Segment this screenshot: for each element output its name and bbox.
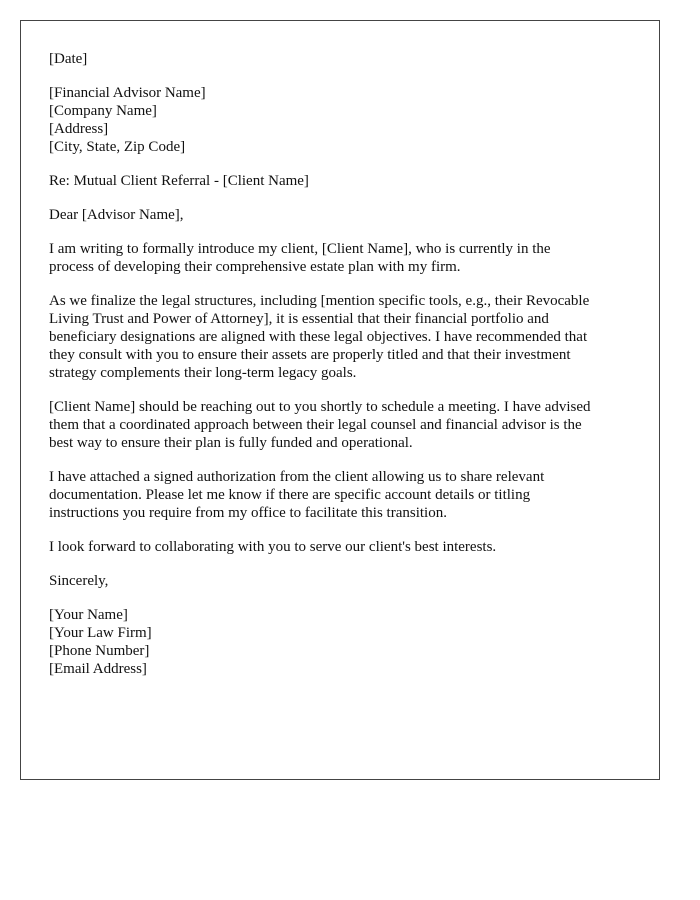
signature-block bbox=[49, 606, 629, 678]
salutation: Dear [Advisor Name], bbox=[49, 207, 184, 223]
paragraph-line: documentation. Please let me know if there are specific account details or titling bbox=[49, 487, 531, 503]
recipient-address-block bbox=[49, 84, 629, 156]
paragraph-line: beneficiary designations are aligned with these legal objectives. I have recommended that bbox=[49, 329, 588, 345]
paragraph-line: them that a coordinated approach between their legal counsel and financial advisor is the bbox=[49, 417, 582, 433]
sender-firm: [Your Law Firm] bbox=[49, 625, 152, 641]
paragraph-line: instructions you require from my office to facilitate this transition. bbox=[49, 505, 447, 521]
letter-date: [Date] bbox=[49, 51, 88, 67]
closing-block bbox=[49, 572, 629, 590]
sender-email: [Email Address] bbox=[49, 661, 147, 677]
subject-block bbox=[49, 172, 629, 190]
recipient-company: [Company Name] bbox=[49, 103, 157, 119]
paragraph-authorization bbox=[49, 468, 629, 522]
paragraph-line: [Client Name] should be reaching out to you shortly to schedule a meeting. I have advised bbox=[49, 399, 591, 415]
paragraph-meeting bbox=[49, 398, 629, 452]
recipient-city-state-zip: [City, State, Zip Code] bbox=[49, 139, 186, 155]
sender-name: [Your Name] bbox=[49, 607, 128, 623]
subject-line: Re: Mutual Client Referral - [Client Name] bbox=[49, 173, 309, 189]
paragraph-line: best way to ensure their plan is fully funded and operational. bbox=[49, 435, 413, 451]
letter-page bbox=[20, 20, 660, 780]
paragraph-line: they consult with you to ensure their assets are properly titled and that their investment bbox=[49, 347, 571, 363]
paragraph-line: I look forward to collaborating with you to serve our client's best interests. bbox=[49, 539, 497, 555]
sender-phone: [Phone Number] bbox=[49, 643, 150, 659]
closing: Sincerely, bbox=[49, 573, 109, 589]
paragraph-line: strategy complements their long-term legacy goals. bbox=[49, 365, 357, 381]
date-block bbox=[49, 50, 629, 68]
paragraph-line: process of developing their comprehensive estate plan with my firm. bbox=[49, 259, 461, 275]
paragraph-legal-structures bbox=[49, 292, 629, 382]
paragraph-closing-remark bbox=[49, 538, 629, 556]
salutation-block bbox=[49, 206, 629, 224]
paragraph-line: I am writing to formally introduce my client, [Client Name], who is currently in the bbox=[49, 241, 551, 257]
paragraph-introduction bbox=[49, 240, 629, 276]
recipient-address: [Address] bbox=[49, 121, 109, 137]
paragraph-line: Living Trust and Power of Attorney], it is essential that their financial portfolio and bbox=[49, 311, 549, 327]
recipient-name: [Financial Advisor Name] bbox=[49, 85, 206, 101]
letter-body bbox=[49, 50, 629, 694]
paragraph-line: As we finalize the legal structures, including [mention specific tools, e.g., their Revocable bbox=[49, 293, 590, 309]
paragraph-line: I have attached a signed authorization from the client allowing us to share relevant bbox=[49, 469, 545, 485]
